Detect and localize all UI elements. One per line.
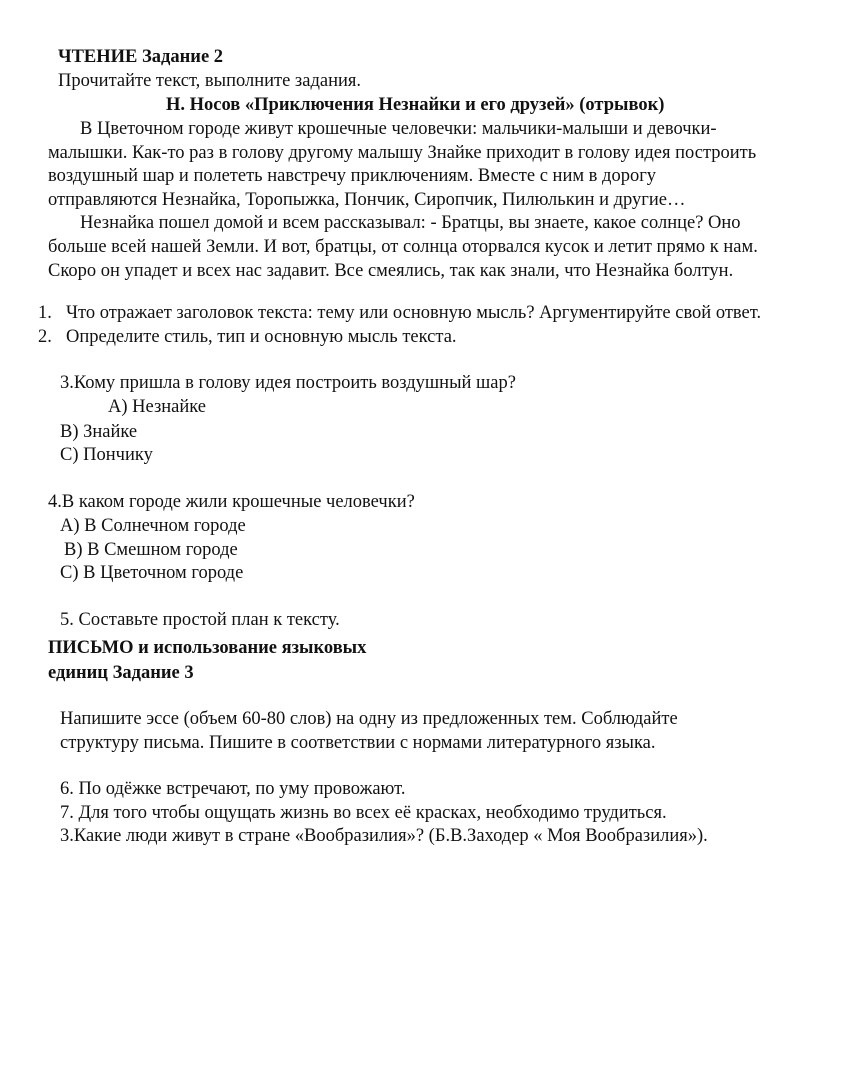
question-3-option-b: В) Знайке [60, 422, 138, 442]
task-item-1 [38, 302, 761, 324]
paragraph-1-line: В Цветочном городе живут крошечные человечки: мальчики-малыши и девочки- [80, 119, 717, 139]
paragraph-2-line: больше всей нашей Земли. И вот, братцы, от солнца оторвался кусок и летит прямо к нам. [48, 237, 758, 257]
question-5: 5. Составьте простой план к тексту. [60, 610, 340, 630]
essay-topic-7: 7. Для того чтобы ощущать жизнь во всех её красках, необходимо трудиться. [60, 803, 667, 823]
question-3-option-a: А) Незнайке [108, 397, 207, 417]
task-number: 1. [38, 303, 52, 323]
task-number: 2. [38, 327, 52, 347]
question-4-option-c: С) В Цветочном городе [60, 563, 244, 583]
reading-section-header: ЧТЕНИЕ Задание 2 [58, 47, 224, 67]
question-3-option-c: С) Пончику [60, 445, 153, 465]
writing-instruction-line: структуру письма. Пишите в соответствии с нормами литературного языка. [60, 733, 656, 753]
paragraph-1-line: воздушный шар и полететь навстречу приключениям. Вместе с ним в дорогу [48, 166, 657, 186]
task-text: Определите стиль, тип и основную мысль текста. [66, 327, 457, 347]
question-4-option-a: А) В Солнечном городе [60, 516, 246, 536]
paragraph-1-line: отправляются Незнайка, Торопыжка, Пончик, Сиропчик, Пилюлькин и другие… [48, 190, 686, 210]
question-4-option-b: В) В Смешном городе [64, 540, 238, 560]
question-3: 3.Кому пришла в голову идея построить воздушный шар? [60, 373, 516, 393]
task-item-2 [38, 326, 457, 348]
writing-section-header: единиц Задание 3 [48, 663, 194, 683]
essay-topic-3: 3.Какие люди живут в стране «Вообразилия»? (Б.В.Заходер « Моя Вообразилия»). [60, 826, 708, 846]
paragraph-2-line: Скоро он упадет и всех нас задавит. Все смеялись, так как знали, что Незнайка болтун. [48, 261, 734, 281]
essay-topic-6: 6. По одёжке встречают, по уму провожают. [60, 779, 406, 799]
writing-instruction-line: Напишите эссе (объем 60-80 слов) на одну из предложенных тем. Соблюдайте [60, 709, 678, 729]
writing-section-header: ПИСЬМО и использование языковых [48, 638, 367, 658]
reading-instruction: Прочитайте текст, выполните задания. [58, 71, 362, 91]
paragraph-1-line: малышки. Как-то раз в голову другому малышу Знайке приходит в голову идея построить [48, 143, 757, 163]
question-4: 4.В каком городе жили крошечные человечки? [48, 492, 415, 512]
task-text: Что отражает заголовок текста: тему или основную мысль? Аргументируйте свой ответ. [66, 303, 762, 323]
paragraph-2-line: Незнайка пошел домой и всем рассказывал: - Братцы, вы знаете, какое солнце? Оно [80, 213, 741, 233]
text-title: Н. Носов «Приключения Незнайки и его друзей» (отрывок) [166, 95, 665, 115]
